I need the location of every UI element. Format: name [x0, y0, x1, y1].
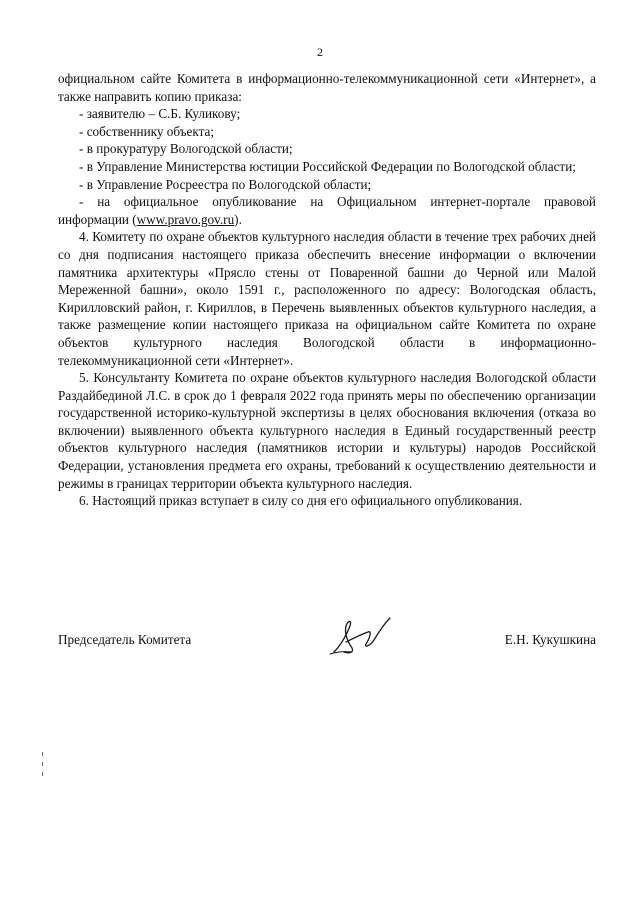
- paragraph-item-6: 6. Настоящий приказ вступает в силу со дня его официального опубликования.: [79, 493, 523, 509]
- scan-edge-mark: [42, 762, 43, 766]
- publication-suffix: ).: [234, 211, 242, 227]
- signatory-name: Е.Н. Кукушкина: [504, 632, 596, 647]
- scan-edge-mark: [42, 752, 43, 756]
- list-item: - в прокуратуру Вологодской области;: [79, 141, 293, 157]
- publication-text: - на официальное опубликование на Официальном интернет-портале правовой информации (: [58, 194, 596, 227]
- signatory-title: Председатель Комитета: [58, 632, 192, 647]
- list-item: - в Управление Росреестра по Вологодской области;: [79, 176, 372, 192]
- paragraph-item-5: 5. Консультанту Комитета по охране объектов культурного наследия Вологодской области Раздайбединой Л.С. в срок до 1 февраля 2022 года принять меры по обеспечению организации государственной историко-культурной экспертизы в целях обоснования включения (отказа во включении) выявленного объекта культурного наследия в Единый государственный реестр объектов культурного наследия (памятников истории и культуры) народов Российской Федерации, установления предмета его охраны, требований к осуществлению деятельности и режимы в границах территории объекта культурного наследия.: [58, 370, 596, 491]
- portal-link[interactable]: www.pravo.gov.ru: [136, 211, 235, 227]
- list-item: - в Управление Министерства юстиции Российской Федерации по Вологодской области;: [79, 158, 576, 174]
- page-number: 2: [317, 45, 323, 59]
- list-item-publication: [58, 193, 596, 228]
- handwritten-signature: [326, 612, 406, 658]
- scan-edge-mark: [42, 772, 43, 776]
- list-item: - собственнику объекта;: [79, 123, 215, 139]
- document-body: [58, 70, 596, 510]
- intro-paragraph: официальном сайте Комитета в информационно-телекоммуникационной сети «Интернет», а также направить копию приказа:: [58, 71, 596, 104]
- signature-row: [58, 612, 596, 662]
- list-item: - заявителю – С.Б. Куликову;: [79, 106, 241, 122]
- paragraph-item-4: 4. Комитету по охране объектов культурного наследия области в течение трех рабочих дней со дня подписания настоящего приказа обеспечить внесение информации о включении памятника архитектуры «Прясло стены от Поваренной башни до Черной или Малой Мереженной башни», около 1591 г., расположенного по адресу: Вологодская область, Кирилловский район, г. Кириллов, в Перечень выявленных объектов культурного наследия, а также размещение копии настоящего приказа на официальном сайте Комитета по охране объектов культурного наследия Вологодской области в информационно-телекоммуникационной сети «Интернет».: [58, 229, 596, 368]
